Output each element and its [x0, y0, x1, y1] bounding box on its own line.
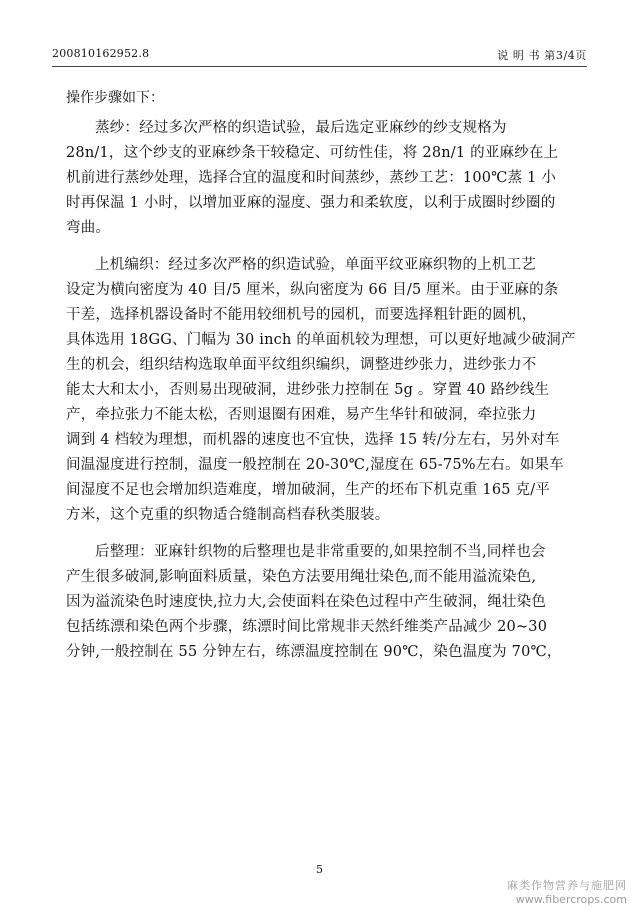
- text-line: 包括练漂和染色两个步骤，练漂时间比常规非天然纤维类产品减少 20~30: [66, 619, 548, 635]
- text-line: 间温湿度进行控制，温度一般控制在 20-30℃,湿度在 65-75%左右。如果车: [66, 457, 564, 473]
- document-body: [66, 78, 586, 677]
- header-doc-number: 200810162952.8: [52, 47, 150, 60]
- paragraph: [66, 253, 586, 528]
- text-line: 弯曲。: [66, 220, 111, 236]
- text-line: 分钟,一般控制在 55 分钟左右，练漂温度控制在 90℃，染色温度为 70℃，: [66, 644, 562, 660]
- paragraph: [66, 540, 586, 665]
- text-line: 蒸纱：经过多次严格的织造试验，最后选定亚麻纱的纱支规格为: [95, 120, 507, 136]
- text-line: 调到 4 档较为理想，而机器的速度也不宜快，选择 15 转/分左右，另外对车: [66, 432, 560, 448]
- paragraphs: [66, 116, 586, 665]
- text-line: 干差，选择机器设备时不能用较细机号的园机，而要选择粗针距的圆机，: [66, 307, 537, 323]
- header-rule: [52, 66, 587, 67]
- watermark-url: www.fibercrops.com: [515, 893, 627, 906]
- paragraph: [66, 116, 586, 241]
- text-line: 产，牵拉张力不能太松，否则退圈有困难，易产生华针和破洞，牵拉张力: [66, 407, 537, 423]
- text-line: 后整理：亚麻针织物的后整理也是非常重要的,如果控制不当,同样也会: [95, 544, 546, 560]
- section-heading: 操作步骤如下：: [66, 90, 164, 106]
- text-line: 上机编织：经过多次严格的织造试验，单面平纹亚麻织物的上机工艺: [95, 257, 536, 273]
- text-line: 生的机会，组织结构选取单面平纹组织编织，调整进纱张力，进纱张力不: [66, 357, 537, 373]
- text-line: 方米，这个克重的织物适合缝制高档春秋类服装。: [66, 507, 390, 523]
- text-line: 28n/1，这个纱支的亚麻纱条干较稳定、可纺性佳，将 28n/1 的亚麻纱在上: [66, 145, 559, 161]
- text-line: 间湿度不足也会增加织造难度，增加破洞，生产的坯布下机克重 165 克/平: [66, 482, 550, 498]
- text-line: 机前进行蒸纱处理，选择合宜的温度和时间蒸纱，蒸纱工艺：100℃蒸 1 小: [66, 170, 557, 186]
- text-line: 具体选用 18GG、门幅为 30 inch 的单面机较为理想，可以更好地减少破洞产: [66, 332, 576, 348]
- header-section: 说 明 书 第3/4页: [497, 49, 587, 62]
- page-number: 5: [316, 863, 323, 876]
- text-line: 设定为横向密度为 40 目/5 厘米，纵向密度为 66 目/5 厘米。由于亚麻的条: [66, 282, 559, 298]
- text-line: 时再保温 1 小时，以增加亚麻的湿度、强力和柔软度，以利于成圈时纱圈的: [66, 195, 556, 211]
- text-line: 能太大和太小，否则易出现破洞，进纱张力控制在 5g 。穿置 40 路纱线生: [66, 382, 550, 398]
- text-line: 因为溢流染色时速度快,拉力大,会使面料在染色过程中产生破洞，绳壮染色: [66, 594, 547, 610]
- watermark: [507, 877, 627, 906]
- watermark-text: 麻类作物营养与施肥网: [507, 879, 627, 892]
- text-line: 产生很多破洞,影响面料质量，染色方法要用绳壮染色,而不能用溢流染色,: [66, 569, 537, 585]
